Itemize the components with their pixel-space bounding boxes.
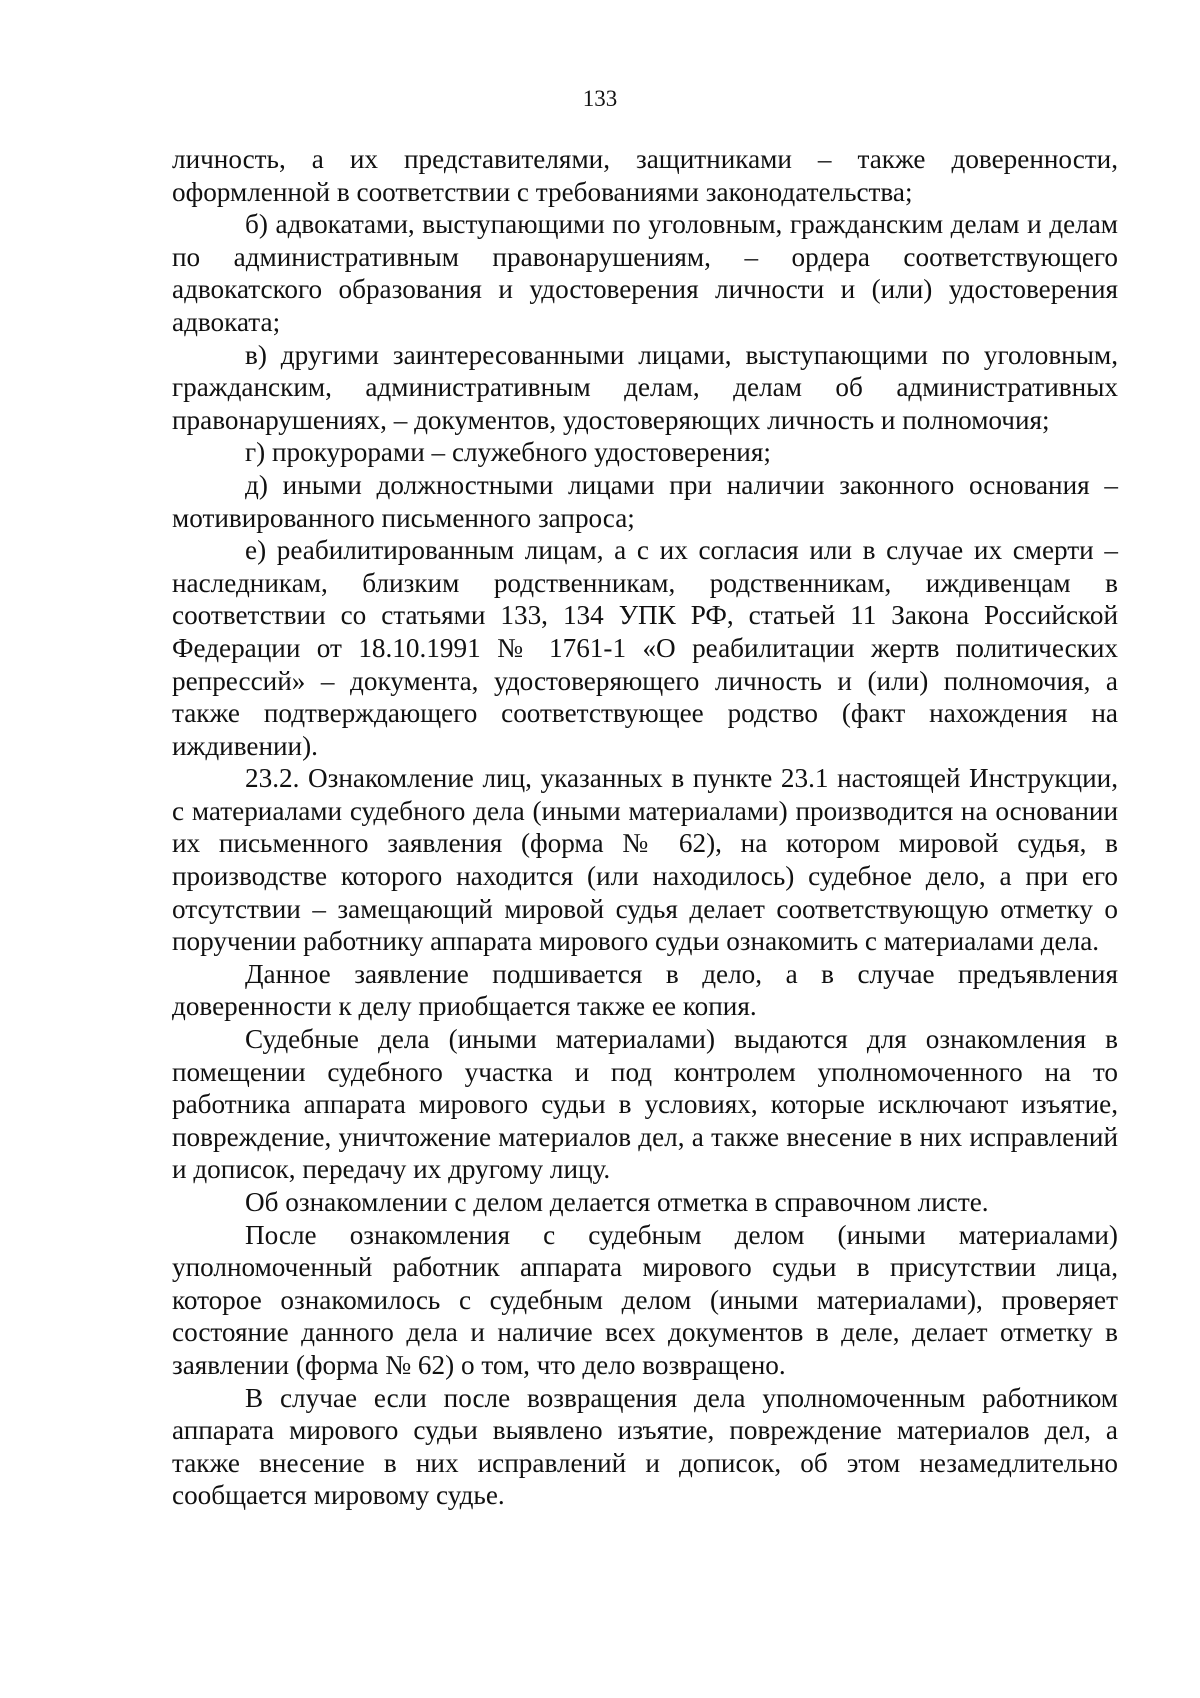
paragraph-item-d: д) иными должностными лицами при наличии законного основания – мотивированного письменного запроса; — [172, 469, 1118, 533]
page-number: 133 — [582, 86, 618, 111]
paragraph-section-23-2: 23.2. Ознакомление лиц, указанных в пункте 23.1 настоящей Инструкции, с материалами судебного дела (иными материалами) производится на основании их письменного заявления (форма № 62), на котором мировой судья, в производстве которого находится (или находилось) судебное дело, а при его отсутствии – замещающий мировой судья делает соответствующую отметку о поручении работнику аппарата мирового судьи ознакомить с материалами дела. — [172, 763, 1118, 957]
paragraph-continuation: личность, а их представителями, защитниками – также доверенности, оформленной в соответствии с требованиями законодательства; — [172, 144, 1118, 207]
paragraph-item-e: е) реабилитированным лицам, а с их согласия или в случае их смерти – наследникам, близким родственникам, родственникам, иждивенцам в соответствии со статьями 133, 134 УПК РФ, статьей 11 Закона Российской Федерации от 18.10.1991 № 1761-1 «О реабилитации жертв политических репрессий» – документа, удостоверяющего личность и (или) полномочия, а также подтверждающего соответствующее родство (факт нахождения на иждивении). — [172, 535, 1118, 761]
paragraph-item-v: в) другими заинтересованными лицами, выступающими по уголовным, гражданским, административным делам, делам об административных правонарушениях, – документов, удостоверяющих личность и полномочия; — [172, 339, 1118, 435]
paragraph: В случае если после возвращения дела уполномоченным работником аппарата мирового судьи выявлено изъятие, повреждение материалов дел, а также внесение в них исправлений и дописок, об этом незамедлительно сообщается мировому судье. — [172, 1382, 1118, 1511]
paragraph: Об ознакомлении с делом делается отметка в справочном листе. — [245, 1187, 989, 1217]
paragraph-item-b: б) адвокатами, выступающими по уголовным, гражданским делам и делам по административным правонарушениям, – ордера соответствующего адвокатского образования и удостоверения личности и (или) удостоверения адвоката; — [172, 209, 1118, 337]
paragraph: Судебные дела (иными материалами) выдаются для ознакомления в помещении судебного участка и под контролем уполномоченного на то работника аппарата мирового судьи в условиях, которые исключают изъятие, повреждение, уничтожение материалов дел, а также внесение в них исправлений и дописок, передачу их другому лицу. — [172, 1024, 1118, 1185]
paragraph: Данное заявление подшивается в дело, а в случае предъявления доверенности к делу приобщается также ее копия. — [172, 958, 1118, 1022]
document-body — [172, 143, 1118, 1512]
paragraph-item-g: г) прокурорами – служебного удостоверения; — [245, 437, 771, 468]
paragraph: После ознакомления с судебным делом (иными материалами) уполномоченный работник аппарата мирового судьи в присутствии лица, которое ознакомилось с судебным делом (иными материалами), проверяет состояние данного дела и наличие всех документов в деле, делает отметку в заявлении (форма № 62) о том, что дело возвращено. — [172, 1219, 1118, 1380]
